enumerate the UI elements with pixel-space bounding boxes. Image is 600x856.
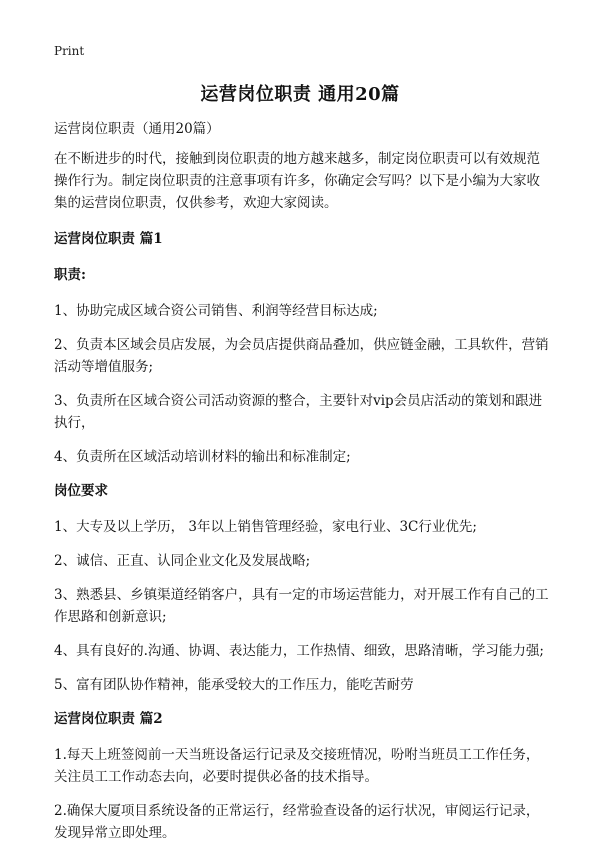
duty-item: 2、负责本区域会员店发展，为会员店提供商品叠加，供应链金融，工具软件，营销活动等增值服务;	[54, 337, 549, 375]
section-heading-2: 运营岗位职责 篇2	[54, 711, 163, 727]
section2-item: 2.确保大厦项目系统设备的正常运行，经常验查设备的运行状况，审阅运行记录，发现异常立即处理。	[54, 803, 540, 841]
duty-item: 4、负责所在区域活动培训材料的输出和标准制定;	[54, 449, 351, 465]
page-title: 运营岗位职责 通用20篇	[200, 84, 400, 105]
requirement-item: 1、大专及以上学历， 3年以上销售管理经验，家电行业、3C行业优先;	[54, 519, 477, 535]
document-subtitle: 运营岗位职责（通用20篇）	[54, 121, 220, 137]
section-heading-1: 运营岗位职责 篇1	[54, 231, 163, 247]
requirement-item: 2、诚信、正直、认同企业文化及发展战略;	[54, 553, 311, 569]
duties-label: 职责:	[54, 267, 86, 283]
requirement-item: 5、富有团队协作精神，能承受较大的工作压力，能吃苦耐劳	[54, 677, 414, 693]
intro-paragraph: 在不断进步的时代，接触到岗位职责的地方越来越多，制定岗位职责可以有效规范操作行为。制定岗位职责的注意事项有许多，你确定会写吗？以下是小编为大家收集的运营岗位职责，仅供参考，欢迎大家阅读。	[54, 151, 540, 211]
requirement-item: 3、熟悉县、乡镇渠道经销客户，具有一定的市场运营能力，对开展工作有自己的工作思路和创新意识;	[54, 587, 549, 625]
requirement-item: 4、具有良好的.沟通、协调、表达能力，工作热情、细致，思路清晰，学习能力强;	[54, 643, 544, 659]
section2-item: 1.每天上班签阅前一天当班设备运行记录及交接班情况，吩咐当班员工工作任务，关注员工工作动态去向，必要时提供必备的技术指导。	[54, 747, 540, 785]
document-body	[54, 118, 550, 856]
requirements-label: 岗位要求	[54, 483, 108, 499]
duty-item: 3、负责所在区域合资公司活动资源的整合，主要针对vip会员店活动的策划和跟进执行，	[54, 393, 543, 431]
print-link[interactable]: Print	[54, 44, 85, 58]
duty-item: 1、协助完成区域合资公司销售、利润等经营目标达成;	[54, 303, 378, 319]
